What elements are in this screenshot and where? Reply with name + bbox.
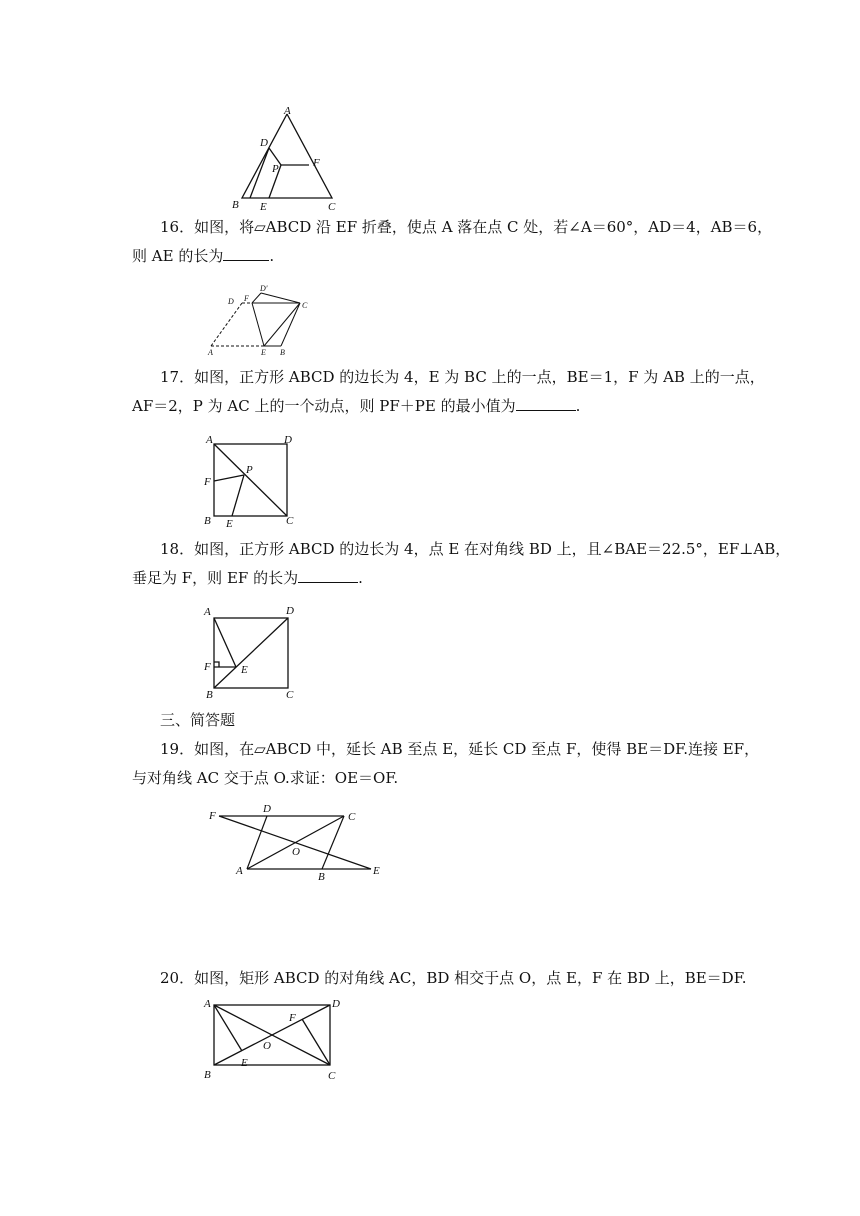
label-A: A [208,348,213,357]
label-C: C [348,811,356,823]
label-B: B [204,515,211,527]
label-C: C [328,1070,336,1082]
answer-blank [223,247,269,261]
parallelogram-figure-19 [200,800,390,882]
label-B: B [204,1069,211,1081]
label-E: E [260,201,267,213]
label-D: D [286,605,294,617]
label-A: A [284,105,291,117]
q18-line2-suffix: . [358,569,363,587]
label-D: D [284,434,292,446]
triangle-figure [226,104,356,214]
label-O: O [292,846,300,858]
q16-line2-prefix: 则 AE 的长为 [132,247,224,265]
q18-line1: 18．如图，正方形 ABCD 的边长为 4，点 E 在对角线 BD 上，且∠BAE＝22.5°，EF⊥AB， [160,540,791,558]
label-D: D [263,803,271,815]
label-D: D [260,137,268,149]
q16-line1: 16．如图，将▱ABCD 沿 EF 折叠，使点 A 落在点 C 处，若∠A＝60°，AD＝4，AB＝6， [160,218,773,236]
label-C: C [286,689,294,701]
answer-blank [516,397,576,411]
label-P: P [272,163,279,175]
label-F: F [244,294,249,303]
label-E: E [241,1057,248,1069]
label-B: B [206,689,213,701]
label-A: A [236,865,243,877]
q17-line2 [132,397,772,415]
label-C: C [286,515,294,527]
square-figure-17 [200,428,310,530]
q16-line2 [132,247,772,265]
label-E: E [241,664,248,676]
label-D: D [332,998,340,1010]
label-D: D [228,297,234,306]
q16-line2-suffix: . [269,247,275,265]
label-F: F [204,476,211,488]
label-F: F [313,157,320,169]
square-figure-18 [200,600,310,702]
label-E: E [226,518,233,530]
fold-parallelogram-figure [204,282,324,358]
rectangle-figure-20 [200,995,350,1085]
label-B: B [318,871,325,883]
label-D-prime: D' [260,284,268,293]
answer-blank [298,569,358,583]
label-A: A [204,606,211,618]
q19-line1: 19．如图，在▱ABCD 中，延长 AB 至点 E，延长 CD 至点 F，使得 BE＝DF.连接 EF， [160,740,760,758]
q19-line2: 与对角线 AC 交于点 O.求证：OE＝OF. [132,769,399,787]
section-heading: 三、简答题 [160,711,236,729]
label-P: P [246,464,253,476]
label-B: B [280,348,285,357]
label-A: A [206,434,213,446]
q20-line1: 20．如图，矩形 ABCD 的对角线 AC，BD 相交于点 O，点 E，F 在 BD 上，BE＝DF. [160,969,747,987]
q18-line2-prefix: 垂足为 F，则 EF 的长为 [132,569,299,587]
label-E: E [261,348,266,357]
label-C: C [328,201,336,213]
label-F: F [204,661,211,673]
q17-line2-suffix: . [575,397,581,415]
label-O: O [263,1040,271,1052]
label-E: E [373,865,380,877]
label-F: F [209,810,216,822]
q17-line2-prefix: AF＝2，P 为 AC 上的一个动点，则 PF＋PE 的最小值为 [132,397,516,415]
q17-line1: 17．如图，正方形 ABCD 的边长为 4，E 为 BC 上的一点，BE＝1，F 为 AB 上的一点， [160,368,765,386]
label-C: C [302,301,308,310]
q18-line2 [132,569,772,587]
label-A: A [204,998,211,1010]
label-B: B [232,199,239,211]
label-F: F [289,1012,296,1024]
